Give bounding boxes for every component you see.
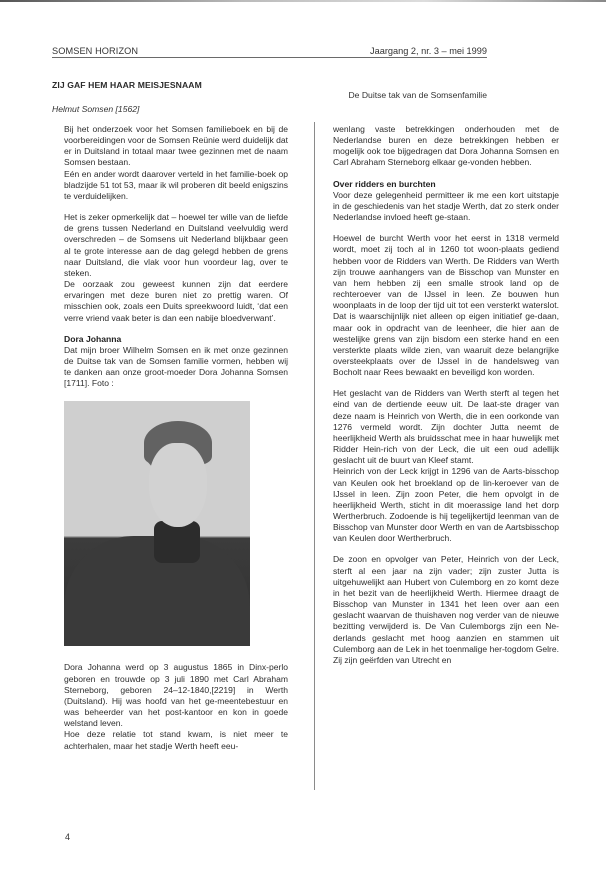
article-subtitle: De Duitse tak van de Somsenfamilie bbox=[348, 90, 487, 100]
paragraph: Eén en ander wordt daarover verteld in het familie-boek op bladzijde 51 tot 53, maar ik wil proberen dit beeld enigszins te verduidelijken. bbox=[64, 168, 288, 201]
paragraph: Dora Johanna werd op 3 augustus 1865 in Dinx-perlo geboren en trouwde op 3 juli 1890 met Carl Abraham Sterneborg, geboren 24–12-1840,[2219] in Werth (Duitsland). Hij was hoofd van het ge-meentebestuur en was beheerder van het post-kantoor en kon in goede welstand leven. bbox=[64, 662, 288, 729]
paragraph: Bij het onderzoek voor het Somsen familieboek en bij de voorbereidingen voor de Somsen Reünie werd duidelijk dat er in Duitsland in totaal maar twee gezinnen met de naam Somsen bestaan. bbox=[64, 124, 288, 168]
column-divider bbox=[314, 122, 315, 790]
issue-info: Jaargang 2, nr. 3 – mei 1999 bbox=[370, 46, 487, 56]
article-title: ZIJ GAF HEM HAAR MEISJESNAAM bbox=[52, 80, 202, 90]
paragraph: Voor deze gelegenheid permitteer ik me een kort uitstapje in de geschiedenis van het stadje Werth, dat zo sterk onder Nederlandse invloed heeft ge-staan. bbox=[333, 189, 559, 223]
paragraph: Het is zeker opmerkelijk dat – hoewel ter wille van de liefde de grens tussen Nederland en Duitsland veelvuldig werd overschreden – de Somsens uit Nederland blijkbaar geen al te grote interesse aan de dag gelegd hebben de grens naar Duitsland, die vlak voor hun voordeur lag, over te steken. bbox=[64, 212, 288, 278]
paragraph: Hoe deze relatie tot stand kwam, is niet meer te achterhalen, maar het stadje Werth heeft eeu- bbox=[64, 729, 288, 751]
paragraph: De oorzaak zou geweest kunnen zijn dat eerdere ervaringen met deze buren niet zo prettig waren. Of misschien ook, zoals een Duits spreekwoord luidt, ‘dat een verre vriend vaak beter is dan een nabije bloedverwant’. bbox=[64, 279, 288, 323]
scan-top-edge bbox=[0, 0, 606, 2]
paragraph: Hoewel de burcht Werth voor het eerst in 1318 vermeld wordt, moet zij toch al in 1260 tot woon-plaats gediend hebben voor de Ridders van Werth. De Ridders van Werth zijn trouwe aanhangers van de Bisschop van Munster en van hem hebben zij een smalle strook land op de rechteroever van de IJssel in leen. Ze bouwen hun woonplaats in de loop der tijd uit tot een versterkt waterslot. Dat is waarschijnlijk niet alleen op eigen initiatief ge-daan, maar ook in opdracht van de leenheer, die hier aan de westelijke grens van zijn bisdom een sterke hand en een versterkte plaats wilde zien, van waaruit deze belangrijke oversteekplaats over de IJssel in de handelsweg van Bocholt naar Rees bewaakt en beveiligd kon worden. bbox=[333, 233, 559, 378]
portrait-photo bbox=[64, 401, 250, 646]
paragraph: wenlang vaste betrekkingen onderhouden met de Nederlandse buren en deze betrekkingen hebben er mogelijk ook toe bijgedragen dat Dora Johanna Somsen en Carl Abraham Sterneborg elkaar ge-vonden hebben. bbox=[333, 124, 559, 168]
paragraph: Dat mijn broer Wilhelm Somsen en ik met onze gezinnen de Duitse tak van de Somsen familie vormen, hebben wij te danken aan onze groot-moeder Dora Johanna Somsen [1711]. Foto : bbox=[64, 344, 288, 389]
section-heading-ridders-burchten: Over ridders en burchten bbox=[333, 178, 436, 189]
publication-name: SOMSEN HORIZON bbox=[52, 46, 139, 56]
article-author: Helmut Somsen [1562] bbox=[52, 104, 140, 114]
paragraph: De zoon en opvolger van Peter, Heinrich von der Leck, sterft al een jaar na zijn vader; zijn zuster Jutta is uitgehuwelijkt aan Hubert von Culemborg en zo komt deze in het bezit van de heerlijkheid Werth. Hiermee draagt de Bisschop van Munster in 1341 het leen over aan een geslacht waarvan de thuishaven nog verder van de nieuwe bezitting verwijderd is. De Van Culemborgs zijn een Ne-derlands geslacht met hoog aanzien en stammen uit Culemborg aan de Lek in het toenmalige her-togdom Gelre. Zij zijn geërfden van Utrecht en bbox=[333, 554, 559, 665]
page-number: 4 bbox=[65, 832, 71, 842]
paragraph: Heinrich von der Leck krijgt in 1296 van de Aarts-bisschop van Keulen ook het broekland op de lin-keroever van de IJssel in leen. Zijn zoon Peter, die hem opvolgt in de heerlijkheid Werth, sticht in dit moerassige land het dorp Wertherbruch. Zodoende is hij tegelijkertijd leenman van de Bisschop van Munster door Werth en van de Aartsbisschop van Keulen door Wertherbruch. bbox=[333, 466, 559, 544]
paragraph: Het geslacht van de Ridders van Werth sterft al tegen het eind van de dertiende eeuw uit. De laat-ste drager van deze naam is Heinrich von Werth, die in een oorkonde van 1276 vermeld wordt. Zijn dochter Jutta neemt de heerlijkheid Werth als bruidsschat mee in haar huwelijk met Ridder Hein-rich von der Leck, die uit een oud adellijk geslacht uit de buurt van Kleef stamt. bbox=[333, 388, 559, 466]
section-heading-dora-johanna: Dora Johanna bbox=[64, 333, 122, 344]
right-column bbox=[333, 124, 559, 666]
left-column bbox=[64, 124, 288, 752]
running-header bbox=[52, 43, 487, 58]
